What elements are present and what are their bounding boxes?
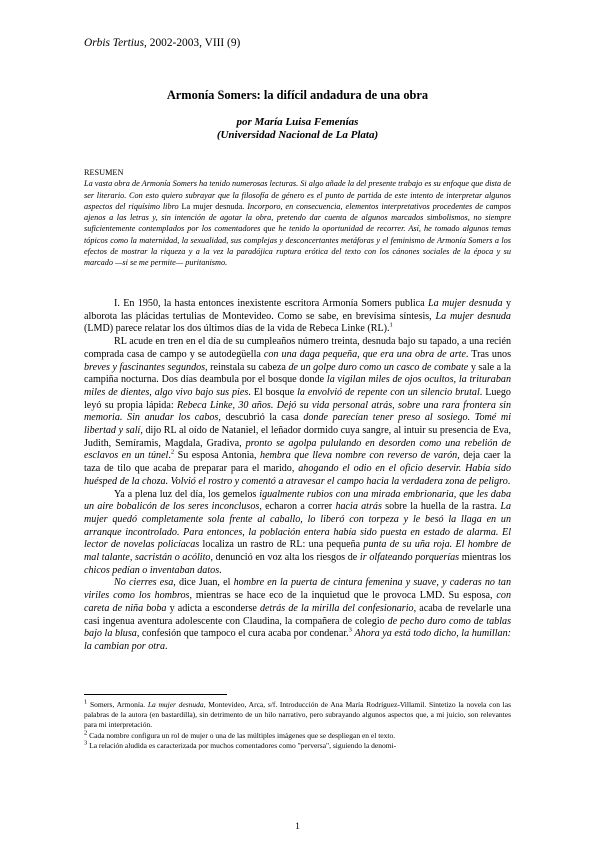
abstract-label: RESUMEN (84, 168, 124, 177)
footnote: $^1$ Somers, Armonía. La mujer desnuda, Montevideo, Arca, s/f. Introducción de Ana María Rodríguez-Villamil. Sintetizo la novela con las palabras de la autora (en bastardilla), sin detrimento de un hilo narrativo, pero subrayando algunos aspectos que, a mi juicio, son relevantes para mi interpretación. (84, 698, 511, 730)
paragraph: I. En 1950, la hasta entonces inexistente escritora Armonía Somers publica La mujer desnuda y alborota las plácidas tertulias de Montevideo. Como se sabe, en brevísima síntesis, La mujer desnuda (LMD) parece relatar los dos últimos días de la vida de Rebeca Linke (RL).$^1$ (84, 298, 511, 335)
journal-info: , 2002-2003, VIII (9) (144, 37, 241, 49)
abstract (84, 167, 511, 268)
abstract-text: La vasta obra de Armonía Somers ha tenido numerosas lecturas. Si algo añade la del presente trabajo es su enfoque que dista de ser literario. Con esto quiero subrayar que la filosofía de género es el punto de partida de este intento de interpretar algunos aspectos del riquísimo libro La mujer desnuda. Incorporo, en consecuencia, elementos interpretativos procedentes de campos ajenos a las letras y, sin intención de agotar la obra, pretendo dar cuenta de algunos marcados simbolismos, no siempre suficientemente contemplados por los comentadores que he tenido la oportunidad de recorrer. Así, he tomado algunos temas tópicos como la maternidad, la sexualidad, sus complejas y desconcertantes metáforas y el feminismo de Armonía Somers a los efectos de mostrar la riqueza y a la vez la paradójica ruptura erótica del texto con los cánones sociales de la época y su marcado —si se me permite— puritanismo. (84, 179, 511, 267)
footnote-ref: 2 (170, 449, 175, 457)
paragraph: RL acude en tren en el día de su cumpleaños número treinta, desnuda bajo su tapado, a una recién comprada casa de campo y se autodegüella con una daga pequeña, que era una obra de arte. Tras unos breves y fascinantes segundos, reinstala su cabeza de un golpe duro como un casco de combate y sale a la campiña nocturna. Dos días deambula por el bosque donde la vigilan miles de ojos ocultos, la trituraban miles de dientes, algo vivo bajo sus pies. El bosque la envolvió de repente con un silencio brutal. Luego leyó su propia lápida: Rebeca Linke, 30 años. Dejó su vida personal atrás, sobre una rara frontera sin memoria. Sin anudar los cabos, descubrió la casa donde parecían tener preso al sosiego. Tomé mi libertad y salí, dijo RL al oído de Nataniel, el leñador dormido cuya sangre, al intuir su presencia de Eva, Judith, Semíramis, Magdala, Gradiva, pronto se agolpa pululando en desorden como una rebelión de esclavos en un túnel.$^2$ Su esposa Antonia, hembra que lleva nombre con reverso de varón, deja caer la taza de tilo que acaba de preparar para el marido, ahogando el odio en el oficio deservir. Había sido huésped de la choza. Volvió el rostro y comentó a atravesar el campo hacia la verdadera zona de peligro. (84, 336, 511, 487)
author-name: por María Luisa Femenías (236, 116, 359, 128)
footnote: $^3$ La relación aludida es caracterizada por muchos comentadores como "perversa", siguiendo la denomi- (84, 739, 397, 750)
footnote-ref: 3 (348, 626, 352, 634)
paragraph: No cierres esa, dice Juan, el hombre en la puerta de cintura femenina y suave, y caderas no tan viriles como los hombros, mientras se hace eco de la inquietud que le provoca LMD. Su esposa, con careta de niña boba y adicta a esconderse detrás de la mirilla del confesionario, acaba de revelarle una casi ingenua aventura adolescente con Claudina, la compañera de colegio de pecho duro como de tablas bajo la blusa, confesión que tampoco el cura acaba por condenar.$^3$ Ahora ya está todo dicho, la humillan: la cambian por otra. (84, 577, 512, 652)
footnote-separator (84, 694, 227, 695)
page-number: 1 (295, 822, 300, 832)
author-affiliation: (Universidad Nacional de La Plata) (216, 129, 379, 141)
body-text (84, 298, 511, 654)
running-header (84, 37, 240, 49)
paper-title: Armonía Somers: la difícil andadura de una obra (166, 88, 429, 102)
footnotes (84, 700, 511, 751)
paragraph: Ya a plena luz del día, los gemelos igualmente rubios con una mirada embrionaria, que les daba un aire bobalicón de los seres inconclusos, echaron a correr hacia atrás sobre la huella de la rastra. La mujer quedó completamente sola frente al caballo, lo liberó con torpeza y le besó la llaga en un arranque incontrolado. Para entonces, la población entera había sido puesta en estado de alarma. El lector de novelas policíacas localiza un rastro de RL: una pequeña punta de su uña roja. El hombre de mal talante, sacristán o acólito, denunció en voz alta los riesgos de ir olfateando porquerías mientras los chicos pedían o inventaban datos. (84, 488, 512, 576)
footnote-ref: 1 (389, 322, 393, 330)
author-block (84, 116, 511, 142)
footnote: $^2$ Cada nombre configura un rol de mujer o una de las múltiples imágenes que se despliegan en el texto. (84, 729, 396, 740)
journal-name: Orbis Tertius (84, 37, 145, 49)
